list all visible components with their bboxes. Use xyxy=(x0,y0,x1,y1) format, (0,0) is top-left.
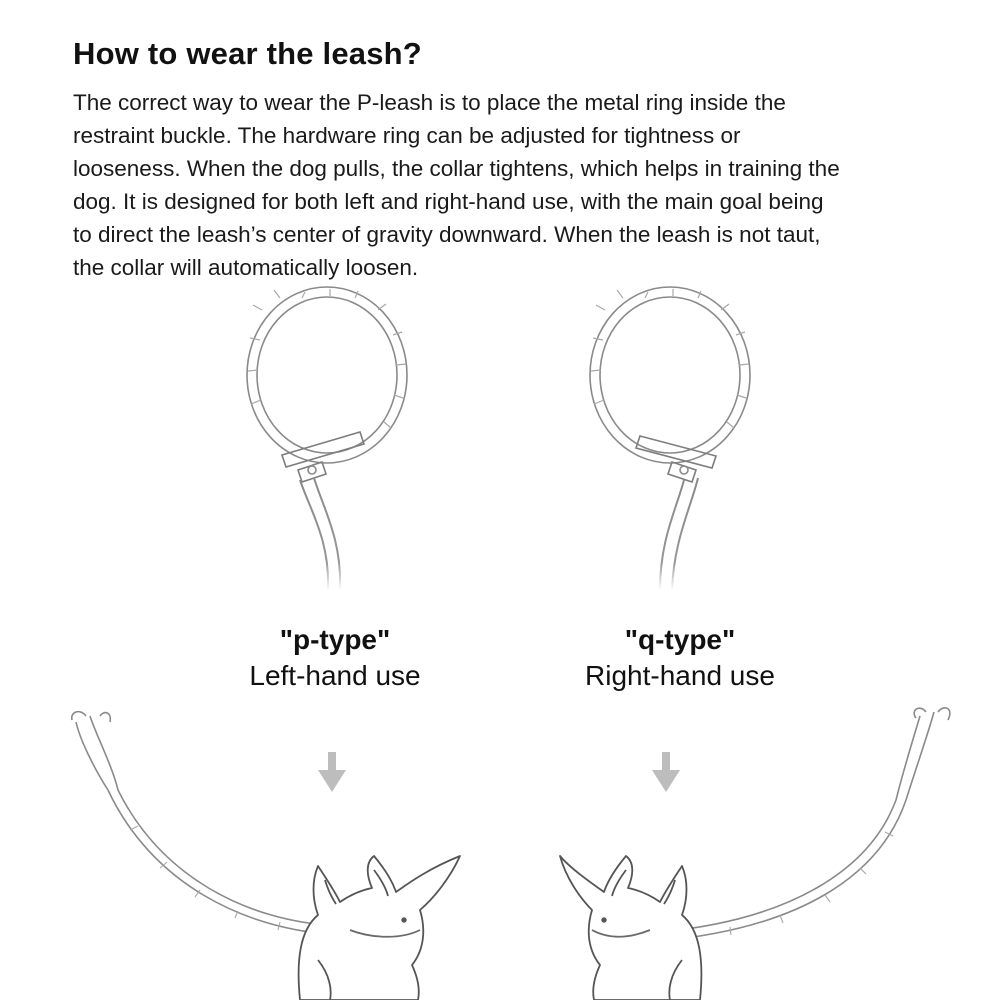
p-type-label xyxy=(175,622,495,694)
q-type-use: Right-hand use xyxy=(585,660,775,691)
p-type-use: Left-hand use xyxy=(249,660,421,691)
down-arrow-icon xyxy=(318,752,346,792)
description-text: The correct way to wear the P-leash is to place the metal ring inside the restraint buckle. The hardware ring can be adjusted for tightness or looseness. When the dog pulls, the collar tightens, which helps in training the dog. It is designed for both left and right-hand use, with the main goal being to direct the leash’s center of gravity downward. When the leash is not taut, the collar will automatically loosen. xyxy=(73,90,840,280)
q-type-leash-loop-icon xyxy=(590,287,750,590)
q-type-name: "q-type" xyxy=(624,624,736,655)
right-dog-icon xyxy=(560,856,701,1000)
left-leash-icon xyxy=(72,712,340,935)
page-title: How to wear the leash? xyxy=(73,36,422,71)
p-type-leash-loop-icon xyxy=(247,287,407,590)
p-type-name: "p-type" xyxy=(279,624,391,655)
q-type-label xyxy=(520,622,840,694)
right-leash-icon xyxy=(660,708,950,941)
down-arrow-icon xyxy=(652,752,680,792)
left-dog-icon xyxy=(299,856,460,1000)
